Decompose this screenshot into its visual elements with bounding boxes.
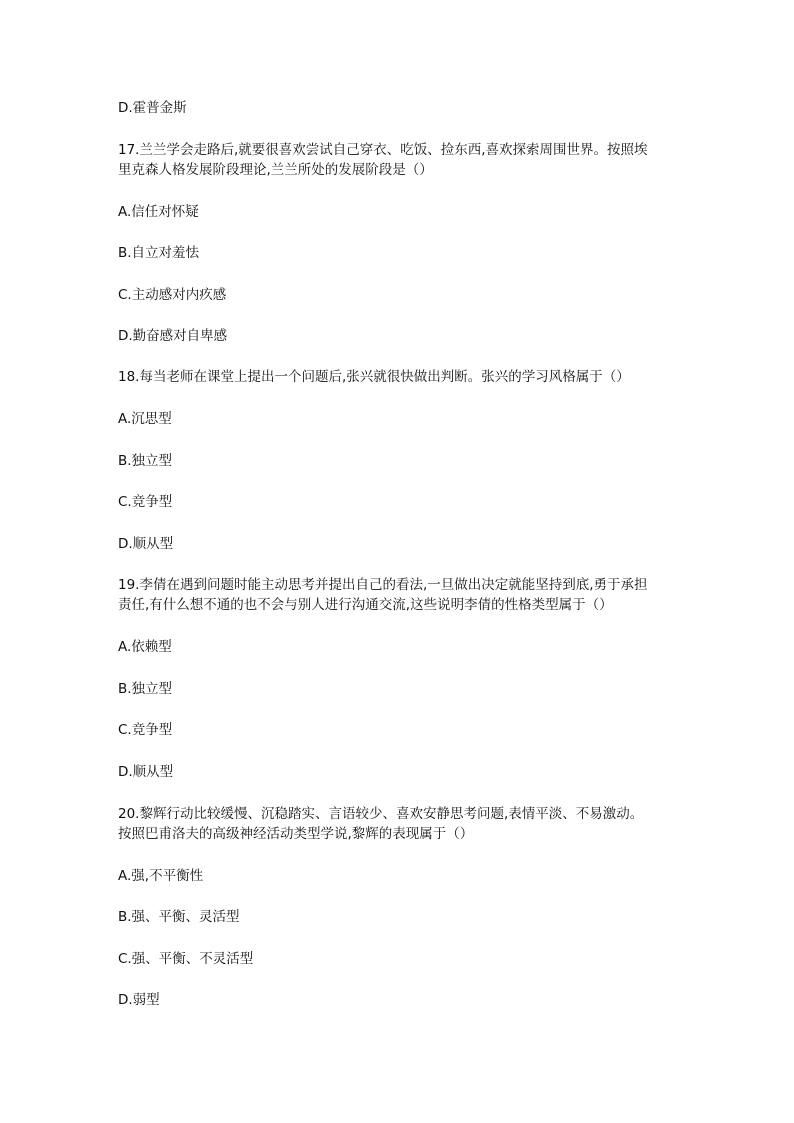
question-17-stem-line-2: 里克森人格发展阶段理论,兰兰所处的发展阶段是（） xyxy=(118,162,433,178)
question-17-option-d: D.勤奋感对自卑感 xyxy=(118,328,228,344)
question-19-option-c: C.竞争型 xyxy=(118,722,173,738)
question-19-option-d: D.顺从型 xyxy=(118,764,174,780)
question-19-stem-line-1: 19.李倩在遇到问题时能主动思考并提出自己的看法,一旦做出决定就能坚持到底,勇于承担 xyxy=(118,577,648,593)
question-18-stem-line-1: 18.每当老师在课堂上提出一个问题后,张兴就很快做出判断。张兴的学习风格属于（） xyxy=(118,369,630,385)
question-20-option-d: D.弱型 xyxy=(118,992,160,1008)
question-20-option-b: B.强、平衡、灵活型 xyxy=(118,909,240,925)
question-20-option-c: C.强、平衡、不灵活型 xyxy=(118,951,254,967)
question-18-option-b: B.独立型 xyxy=(118,453,173,469)
question-18-option-d: D.顺从型 xyxy=(118,536,174,552)
question-20-stem-line-2: 按照巴甫洛夫的高级神经活动类型学说,黎辉的表现属于（） xyxy=(118,826,474,842)
prev-question-option-d: D.霍普金斯 xyxy=(118,100,187,116)
question-17-option-a: A.信任对怀疑 xyxy=(118,204,199,220)
question-19-stem-line-2: 责任,有什么想不通的也不会与别人进行沟通交流,这些说明李倩的性格类型属于（） xyxy=(118,597,613,613)
question-17-option-b: B.自立对羞怯 xyxy=(118,245,200,261)
question-18-option-a: A.沉思型 xyxy=(118,411,172,427)
question-17-stem-line-1: 17.兰兰学会走路后,就要很喜欢尝试自己穿衣、吃饭、捡东西,喜欢探索周围世界。按照埃 xyxy=(118,142,648,158)
question-20-stem-line-1: 20.黎辉行动比较缓慢、沉稳踏实、言语较少、喜欢安静思考问题,表情平淡、不易激动。 xyxy=(118,806,644,822)
question-18-option-c: C.竞争型 xyxy=(118,494,173,510)
question-19-option-b: B.独立型 xyxy=(118,681,173,697)
question-17-option-c: C.主动感对内疚感 xyxy=(118,287,227,303)
question-19-option-a: A.依赖型 xyxy=(118,639,172,655)
question-20-option-a: A.强,不平衡性 xyxy=(118,868,204,884)
